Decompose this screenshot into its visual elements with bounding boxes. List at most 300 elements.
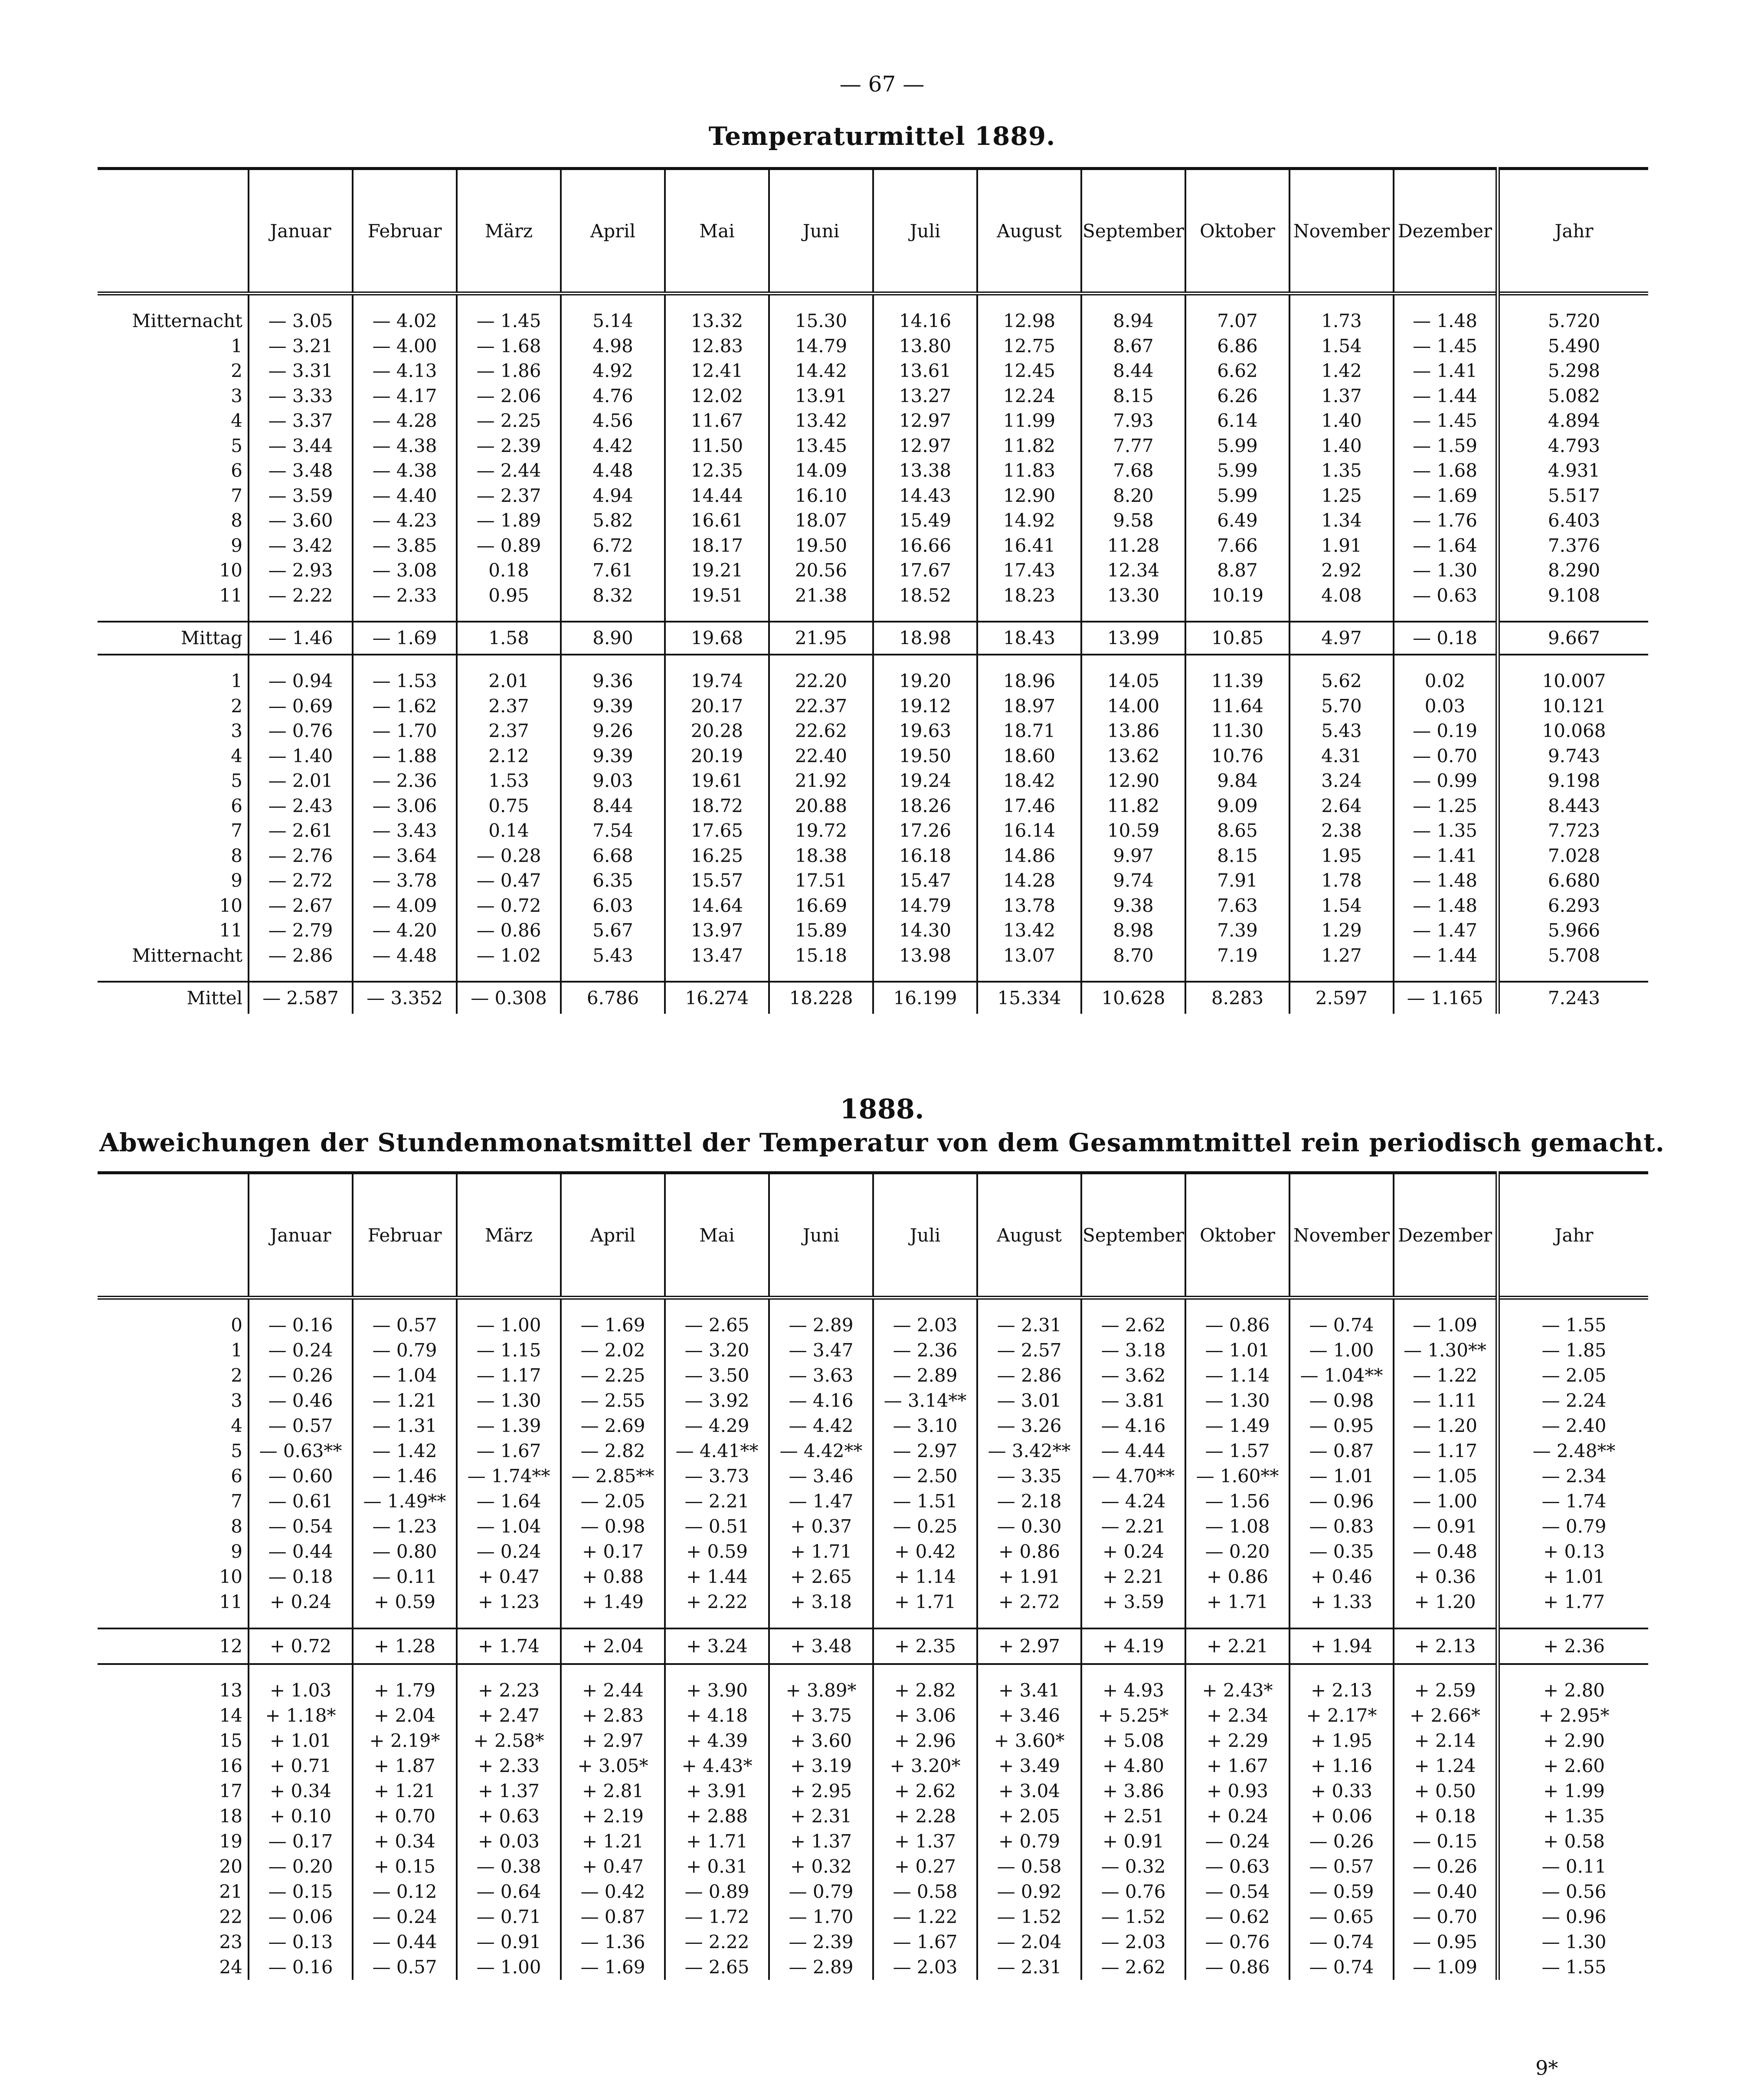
data-cell: + 0.32 <box>769 1854 873 1879</box>
data-cell: 6.14 <box>1185 408 1289 433</box>
data-cell: 15.30 <box>769 308 873 334</box>
data-cell: + 0.06 <box>1289 1804 1394 1829</box>
data-cell: + 3.90 <box>665 1678 769 1703</box>
data-cell: — 0.46 <box>249 1388 353 1413</box>
data-cell: 19.72 <box>769 818 873 843</box>
data-cell: — 0.26 <box>249 1363 353 1388</box>
table-row <box>98 558 1648 583</box>
row-label: 10 <box>219 1566 242 1587</box>
data-cell: — 3.14** <box>873 1388 977 1413</box>
spacer-row <box>98 655 1648 668</box>
data-cell: 16.14 <box>977 818 1081 843</box>
data-cell: + 2.60 <box>1498 1753 1648 1779</box>
data-cell: 0.02 <box>1394 668 1498 694</box>
data-cell: — 2.33 <box>353 583 457 608</box>
table-row <box>98 694 1648 719</box>
table-row <box>98 1854 1648 1879</box>
row-label: 4 <box>231 1415 242 1436</box>
data-cell: — 1.30 <box>1394 558 1498 583</box>
data-cell: + 1.94 <box>1289 1628 1394 1664</box>
data-cell: — 3.37 <box>249 408 353 433</box>
data-cell: — 1.30** <box>1394 1338 1498 1363</box>
data-cell: 17.65 <box>665 818 769 843</box>
data-cell: 14.64 <box>665 893 769 918</box>
data-cell: + 2.44 <box>561 1678 665 1703</box>
data-cell: 13.61 <box>873 358 977 383</box>
data-cell: 5.70 <box>1289 694 1394 719</box>
data-cell: — 0.56 <box>1498 1879 1648 1904</box>
data-cell: 5.708 <box>1498 943 1648 968</box>
row-label: 3 <box>231 720 242 741</box>
data-cell: 19.51 <box>665 583 769 608</box>
data-cell: 18.42 <box>977 768 1081 793</box>
row-label: 2 <box>231 1365 242 1386</box>
column-header: März <box>457 169 561 294</box>
data-cell: 6.49 <box>1185 508 1289 533</box>
data-cell: — 1.17 <box>1394 1438 1498 1464</box>
data-cell: — 3.48 <box>249 458 353 483</box>
corner-cell <box>98 1173 249 1298</box>
data-cell: + 0.47 <box>457 1564 561 1589</box>
data-cell: + 2.21 <box>1081 1564 1185 1589</box>
data-cell: 13.80 <box>873 334 977 359</box>
data-cell: — 1.74** <box>457 1464 561 1489</box>
data-cell: — 1.35 <box>1394 818 1498 843</box>
table-row <box>98 1489 1648 1514</box>
data-cell: — 4.28 <box>353 408 457 433</box>
data-cell: — 2.01 <box>249 768 353 793</box>
spacer-row <box>98 1298 1648 1313</box>
data-cell: — 0.15 <box>1394 1829 1498 1854</box>
data-cell: — 0.54 <box>249 1514 353 1539</box>
data-cell: + 0.15 <box>353 1854 457 1879</box>
table-row <box>98 1728 1648 1753</box>
data-cell: — 3.44 <box>249 433 353 459</box>
data-cell: — 0.69 <box>249 694 353 719</box>
data-cell: 16.274 <box>665 982 769 1014</box>
data-cell: — 0.71 <box>457 1904 561 1930</box>
data-cell: 5.966 <box>1498 918 1648 943</box>
data-cell: — 0.20 <box>249 1854 353 1879</box>
data-cell: — 0.63 <box>1394 583 1498 608</box>
column-header: November <box>1289 1173 1394 1298</box>
data-cell: + 1.74 <box>457 1628 561 1664</box>
table-row <box>98 818 1648 843</box>
data-cell: + 3.05* <box>561 1753 665 1779</box>
data-cell: — 1.39 <box>457 1413 561 1438</box>
data-cell: — 1.47 <box>1394 918 1498 943</box>
data-cell: + 1.01 <box>249 1728 353 1753</box>
data-cell: — 4.38 <box>353 458 457 483</box>
data-cell: 1.34 <box>1289 508 1394 533</box>
data-cell: — 0.58 <box>873 1879 977 1904</box>
data-cell: 7.39 <box>1185 918 1289 943</box>
data-cell: — 0.99 <box>1394 768 1498 793</box>
data-cell: — 0.95 <box>1289 1413 1394 1438</box>
data-cell: + 1.71 <box>665 1829 769 1854</box>
data-cell: — 4.02 <box>353 308 457 334</box>
data-cell: 10.85 <box>1185 622 1289 655</box>
data-cell: 9.97 <box>1081 843 1185 868</box>
data-cell: + 1.03 <box>249 1678 353 1703</box>
data-cell: 2.37 <box>457 694 561 719</box>
data-cell: + 0.24 <box>1081 1539 1185 1564</box>
data-cell: — 0.24 <box>353 1904 457 1930</box>
data-cell: 19.63 <box>873 718 977 744</box>
data-cell: — 0.26 <box>1289 1829 1394 1854</box>
data-cell: + 2.95 <box>769 1779 873 1804</box>
data-cell: + 0.58 <box>1498 1829 1648 1854</box>
table-row <box>98 1313 1648 1338</box>
data-cell: + 1.37 <box>457 1779 561 1804</box>
data-cell: — 0.86 <box>1185 1955 1289 1980</box>
data-cell: — 0.06 <box>249 1904 353 1930</box>
data-cell: — 1.45 <box>457 308 561 334</box>
table-row <box>98 868 1648 893</box>
data-cell: — 4.38 <box>353 433 457 459</box>
data-cell: — 3.31 <box>249 358 353 383</box>
data-cell: + 0.03 <box>457 1829 561 1854</box>
data-cell: 17.51 <box>769 868 873 893</box>
data-cell: — 2.31 <box>977 1955 1081 1980</box>
data-cell: + 1.28 <box>353 1628 457 1664</box>
row-label: 1 <box>231 670 242 691</box>
data-cell: 5.517 <box>1498 483 1648 508</box>
table-row <box>98 533 1648 558</box>
data-cell: — 1.15 <box>457 1338 561 1363</box>
data-cell: 4.76 <box>561 383 665 409</box>
data-cell: 6.03 <box>561 893 665 918</box>
data-cell: — 1.45 <box>1394 408 1498 433</box>
table-row <box>98 982 1648 1014</box>
data-cell: 12.41 <box>665 358 769 383</box>
table-row <box>98 718 1648 744</box>
data-cell: 5.99 <box>1185 433 1289 459</box>
data-cell: 19.20 <box>873 668 977 694</box>
row-label: 2 <box>231 695 242 717</box>
data-cell: — 2.34 <box>1498 1464 1648 1489</box>
data-cell: + 2.13 <box>1394 1628 1498 1664</box>
data-cell: — 1.68 <box>457 334 561 359</box>
data-cell: + 0.63 <box>457 1804 561 1829</box>
table-row <box>98 1564 1648 1589</box>
data-cell: 19.50 <box>769 533 873 558</box>
data-cell: 9.667 <box>1498 622 1648 655</box>
row-label: 21 <box>219 1881 242 1902</box>
data-cell: + 1.33 <box>1289 1589 1394 1615</box>
data-cell: — 2.37 <box>457 483 561 508</box>
data-cell: 4.92 <box>561 358 665 383</box>
data-cell: — 0.24 <box>457 1539 561 1564</box>
data-cell: 8.65 <box>1185 818 1289 843</box>
column-header: Juni <box>769 169 873 294</box>
data-cell: — 3.26 <box>977 1413 1081 1438</box>
data-cell: — 0.28 <box>457 843 561 868</box>
table-row <box>98 1628 1648 1664</box>
data-cell: 14.43 <box>873 483 977 508</box>
data-cell: — 4.41** <box>665 1438 769 1464</box>
data-cell: — 3.21 <box>249 334 353 359</box>
data-cell: 7.19 <box>1185 943 1289 968</box>
data-cell: 8.20 <box>1081 483 1185 508</box>
data-cell: — 1.69 <box>561 1955 665 1980</box>
data-cell: 15.57 <box>665 868 769 893</box>
data-cell: 11.99 <box>977 408 1081 433</box>
data-cell: — 2.24 <box>1498 1388 1648 1413</box>
table-row <box>98 1464 1648 1489</box>
data-cell: — 1.89 <box>457 508 561 533</box>
data-cell: — 2.05 <box>1498 1363 1648 1388</box>
data-cell: 10.19 <box>1185 583 1289 608</box>
data-cell: 1.29 <box>1289 918 1394 943</box>
data-cell: 20.56 <box>769 558 873 583</box>
column-header: Jahr <box>1498 1173 1648 1298</box>
data-cell: 10.628 <box>1081 982 1185 1014</box>
data-cell: + 5.25* <box>1081 1703 1185 1728</box>
data-cell: — 0.58 <box>977 1854 1081 1879</box>
data-cell: — 2.86 <box>977 1363 1081 1388</box>
data-cell: + 3.48 <box>769 1628 873 1664</box>
data-cell: + 1.95 <box>1289 1728 1394 1753</box>
data-cell: — 1.48 <box>1394 308 1498 334</box>
data-cell: + 0.79 <box>977 1829 1081 1854</box>
data-cell: — 0.76 <box>249 718 353 744</box>
table-row <box>98 1879 1648 1904</box>
data-cell: — 0.89 <box>457 533 561 558</box>
data-cell: — 1.74 <box>1498 1489 1648 1514</box>
data-cell: 18.17 <box>665 533 769 558</box>
data-cell: — 0.44 <box>353 1930 457 1955</box>
row-label: 1 <box>231 335 242 357</box>
data-cell: — 1.00 <box>457 1955 561 1980</box>
data-cell: — 0.70 <box>1394 1904 1498 1930</box>
table-row <box>98 668 1648 694</box>
row-label: 5 <box>231 1440 242 1461</box>
data-cell: — 0.98 <box>1289 1388 1394 1413</box>
data-cell: — 1.42 <box>353 1438 457 1464</box>
data-cell: + 0.86 <box>977 1539 1081 1564</box>
data-cell: — 2.40 <box>1498 1413 1648 1438</box>
data-cell: + 2.13 <box>1289 1678 1394 1703</box>
data-cell: — 0.54 <box>1185 1879 1289 1904</box>
data-cell: — 2.79 <box>249 918 353 943</box>
data-cell: 18.96 <box>977 668 1081 694</box>
data-cell: 8.67 <box>1081 334 1185 359</box>
data-cell: 16.25 <box>665 843 769 868</box>
table-row <box>98 793 1648 819</box>
column-header: August <box>977 1173 1081 1298</box>
data-cell: — 4.48 <box>353 943 457 968</box>
data-cell: — 1.86 <box>457 358 561 383</box>
data-cell: — 3.81 <box>1081 1388 1185 1413</box>
data-cell: — 1.05 <box>1394 1464 1498 1489</box>
data-cell: — 1.49 <box>1185 1413 1289 1438</box>
data-cell: 16.199 <box>873 982 977 1014</box>
data-cell: 14.30 <box>873 918 977 943</box>
data-cell: — 0.70 <box>1394 744 1498 769</box>
data-cell: — 0.79 <box>353 1338 457 1363</box>
data-cell: — 4.29 <box>665 1413 769 1438</box>
row-label: 11 <box>219 1591 242 1612</box>
data-cell: 9.74 <box>1081 868 1185 893</box>
data-cell: — 0.48 <box>1394 1539 1498 1564</box>
data-cell: — 1.88 <box>353 744 457 769</box>
data-cell: — 0.76 <box>1185 1930 1289 1955</box>
row-label: 8 <box>231 510 242 531</box>
data-cell: — 2.587 <box>249 982 353 1014</box>
column-header: Mai <box>665 169 769 294</box>
data-cell: 17.43 <box>977 558 1081 583</box>
data-cell: + 0.37 <box>769 1514 873 1539</box>
column-header: März <box>457 1173 561 1298</box>
data-cell: — 2.22 <box>665 1930 769 1955</box>
data-cell: — 2.89 <box>873 1363 977 1388</box>
data-cell: — 2.76 <box>249 843 353 868</box>
data-cell: 13.30 <box>1081 583 1185 608</box>
data-cell: + 1.14 <box>873 1564 977 1589</box>
table-row <box>98 1413 1648 1438</box>
data-cell: 0.03 <box>1394 694 1498 719</box>
data-cell: + 2.97 <box>561 1728 665 1753</box>
table-row <box>98 1955 1648 1980</box>
data-cell: — 1.02 <box>457 943 561 968</box>
data-cell: — 3.42 <box>249 533 353 558</box>
data-cell: 6.68 <box>561 843 665 868</box>
data-cell: 15.18 <box>769 943 873 968</box>
table-row <box>98 768 1648 793</box>
data-cell: — 0.94 <box>249 668 353 694</box>
table-row <box>98 408 1648 433</box>
data-cell: 20.17 <box>665 694 769 719</box>
data-cell: 8.44 <box>1081 358 1185 383</box>
data-cell: 7.376 <box>1498 533 1648 558</box>
row-label: 1 <box>231 1340 242 1361</box>
row-label: 12 <box>98 1628 249 1664</box>
data-cell: — 3.60 <box>249 508 353 533</box>
data-cell: — 4.17 <box>353 383 457 409</box>
data-cell: + 0.59 <box>665 1539 769 1564</box>
data-cell: 1.95 <box>1289 843 1394 868</box>
data-cell: — 2.04 <box>977 1930 1081 1955</box>
data-cell: — 1.11 <box>1394 1388 1498 1413</box>
data-cell: — 2.97 <box>873 1438 977 1464</box>
data-cell: — 1.46 <box>249 622 353 655</box>
data-cell: + 2.28 <box>873 1804 977 1829</box>
data-cell: — 0.65 <box>1289 1904 1394 1930</box>
data-cell: — 0.16 <box>249 1313 353 1338</box>
data-cell: — 1.08 <box>1185 1514 1289 1539</box>
data-cell: 20.19 <box>665 744 769 769</box>
table-row <box>98 893 1648 918</box>
data-cell: 18.72 <box>665 793 769 819</box>
data-cell: + 0.10 <box>249 1804 353 1829</box>
data-cell: + 2.47 <box>457 1703 561 1728</box>
data-cell: + 0.70 <box>353 1804 457 1829</box>
data-cell: — 0.87 <box>561 1904 665 1930</box>
data-cell: — 3.05 <box>249 308 353 334</box>
data-cell: + 2.05 <box>977 1804 1081 1829</box>
column-header: Juli <box>873 1173 977 1298</box>
data-cell: + 4.93 <box>1081 1678 1185 1703</box>
data-cell: — 4.16 <box>1081 1413 1185 1438</box>
data-cell: + 2.90 <box>1498 1728 1648 1753</box>
data-cell: 13.32 <box>665 308 769 334</box>
row-label: 6 <box>231 460 242 481</box>
table-row <box>98 583 1648 608</box>
deviation-table <box>98 1171 1648 1980</box>
data-cell: 9.36 <box>561 668 665 694</box>
data-cell: 14.86 <box>977 843 1081 868</box>
data-cell: 8.98 <box>1081 918 1185 943</box>
data-cell: — 0.11 <box>353 1564 457 1589</box>
data-cell: + 3.59 <box>1081 1589 1185 1615</box>
data-cell: — 4.70** <box>1081 1464 1185 1489</box>
data-cell: 18.43 <box>977 622 1081 655</box>
data-cell: 4.98 <box>561 334 665 359</box>
row-label: 13 <box>219 1680 242 1701</box>
row-label: 8 <box>231 845 242 866</box>
data-cell: — 0.92 <box>977 1879 1081 1904</box>
data-cell: + 1.35 <box>1498 1804 1648 1829</box>
data-cell: — 4.40 <box>353 483 457 508</box>
data-cell: 19.61 <box>665 768 769 793</box>
data-cell: 16.61 <box>665 508 769 533</box>
data-cell: + 0.59 <box>353 1589 457 1615</box>
data-cell: — 1.30 <box>1498 1930 1648 1955</box>
data-cell: 6.786 <box>561 982 665 1014</box>
row-label: Mittag <box>98 622 249 655</box>
header-row <box>98 1173 1648 1298</box>
data-cell: 8.283 <box>1185 982 1289 1014</box>
table-row <box>98 1539 1648 1564</box>
data-cell: — 1.00 <box>457 1313 561 1338</box>
data-cell: — 0.89 <box>665 1879 769 1904</box>
data-cell: — 1.69 <box>353 622 457 655</box>
data-cell: + 1.71 <box>769 1539 873 1564</box>
data-cell: + 0.47 <box>561 1854 665 1879</box>
data-cell: — 4.42** <box>769 1438 873 1464</box>
data-cell: 14.79 <box>769 334 873 359</box>
data-cell: + 2.35 <box>873 1628 977 1664</box>
row-label: 7 <box>231 1491 242 1512</box>
data-cell: 18.52 <box>873 583 977 608</box>
data-cell: — 2.25 <box>561 1363 665 1388</box>
data-cell: + 5.08 <box>1081 1728 1185 1753</box>
data-cell: — 2.03 <box>1081 1930 1185 1955</box>
data-cell: + 2.51 <box>1081 1804 1185 1829</box>
data-cell: — 0.74 <box>1289 1955 1394 1980</box>
data-cell: 14.09 <box>769 458 873 483</box>
data-cell: 18.60 <box>977 744 1081 769</box>
data-cell: — 4.16 <box>769 1388 873 1413</box>
data-cell: + 2.95* <box>1498 1703 1648 1728</box>
data-cell: — 1.41 <box>1394 843 1498 868</box>
data-cell: 16.69 <box>769 893 873 918</box>
data-cell: 3.24 <box>1289 768 1394 793</box>
data-cell: — 0.83 <box>1289 1514 1394 1539</box>
page-number: — 67 — <box>839 72 925 97</box>
data-cell: 16.18 <box>873 843 977 868</box>
table-row <box>98 622 1648 655</box>
data-cell: — 1.14 <box>1185 1363 1289 1388</box>
table-row <box>98 1779 1648 1804</box>
data-cell: + 3.91 <box>665 1779 769 1804</box>
data-cell: 8.94 <box>1081 308 1185 334</box>
data-cell: 14.42 <box>769 358 873 383</box>
data-cell: — 1.67 <box>457 1438 561 1464</box>
data-cell: — 0.86 <box>1185 1313 1289 1338</box>
data-cell: — 1.04** <box>1289 1363 1394 1388</box>
